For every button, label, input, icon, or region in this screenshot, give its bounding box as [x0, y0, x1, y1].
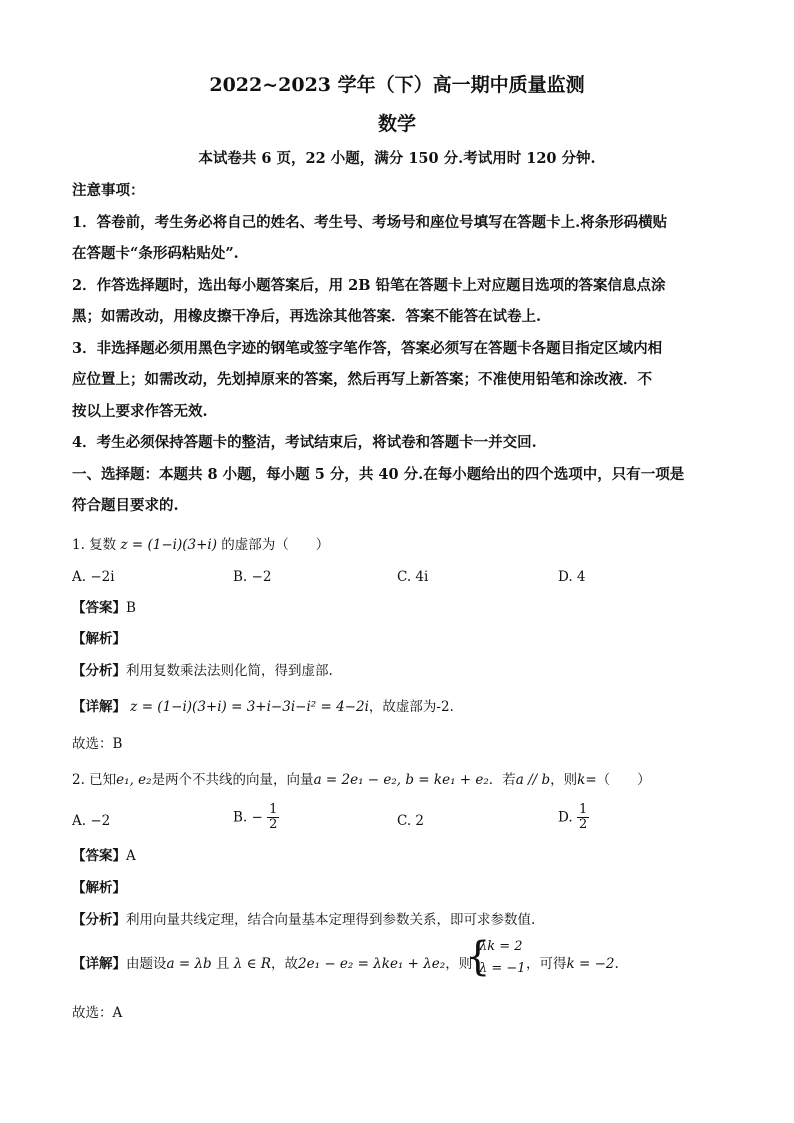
notes-heading: 注意事项： — [72, 182, 145, 199]
q2-option-b-denominator: 2 — [269, 817, 278, 832]
q1-choose: 故选：B — [72, 736, 123, 752]
q2-suffix: ，则 — [550, 772, 578, 788]
q2-xj-conclusion — [526, 954, 619, 974]
q2-option-b-fraction — [267, 803, 279, 832]
q2-option-d-fraction — [577, 803, 589, 832]
q2-xj-text-3: ，故 — [271, 956, 299, 972]
q2-choose: 故选：A — [72, 1005, 123, 1021]
note-line-5: 3．非选择题必须用黑色字迹的钢笔或签字笔作答，答案必须写在答题卡各题目指定区域内相 — [72, 340, 663, 357]
q2-option-b-numerator: 1 — [269, 802, 278, 817]
q1-prefix: 1. 复数 — [72, 537, 117, 553]
q2-xj-expression-2: λ ∈ R — [233, 956, 272, 972]
q2-answer-tag: 【答案】 — [72, 848, 126, 864]
q2-xiangjie — [72, 954, 472, 974]
q2-k: k — [577, 772, 586, 788]
q2-option-d — [558, 803, 589, 832]
q2-system-row-2: λ = −1 — [479, 961, 526, 976]
q2-vectors: e₁, e₂ — [116, 772, 152, 788]
q1-analysis-tag: 【解析】 — [72, 631, 126, 647]
q2-xj-expression-1: a = λb — [166, 956, 212, 972]
note-line-7: 按以上要求作答无效. — [72, 403, 208, 420]
left-brace-icon: { — [465, 934, 491, 980]
q1-option-c: C. 4i — [397, 569, 429, 585]
q2-option-d-numerator: 1 — [578, 802, 588, 817]
q2-xj-text-2: 且 — [215, 956, 230, 972]
q1-suffix: 的虚部为（ ） — [221, 537, 330, 553]
q1-xiangjie — [72, 697, 454, 717]
q2-xj-text-4: ，则 — [445, 956, 473, 972]
q2-answer — [72, 846, 136, 866]
q1-expression: z = (1−i)(3+i) — [120, 537, 217, 553]
q1-stem — [72, 535, 329, 555]
q1-xiangjie-expression: z = (1−i)(3+i) = 3+i−3i−i² = 4−2i — [130, 699, 369, 715]
q2-xiangjie-tag: 【详解】 — [72, 956, 126, 972]
q1-answer-tag: 【答案】 — [72, 600, 126, 616]
q2-analysis-tag: 【解析】 — [72, 880, 126, 896]
note-line-4: 黑；如需改动，用橡皮擦干净后，再选涂其他答案．答案不能答在试卷上. — [72, 308, 542, 325]
q2-option-b-prefix: B. − — [233, 809, 263, 826]
q2-option-d-denominator: 2 — [578, 817, 588, 832]
q2-mid: 是两个不共线的向量，向量 — [151, 772, 314, 788]
section1-line-1: 一、选择题：本题共 8 小题，每小题 5 分，共 40 分.在每小题给出的四个选项中，只有一项是 — [72, 466, 685, 483]
q2-system-row-1: λk = 2 — [479, 939, 523, 954]
q1-option-a: A. −2i — [72, 569, 115, 585]
q1-option-d: D. 4 — [558, 569, 586, 585]
note-line-2: 在答题卡“条形码粘贴处”. — [72, 245, 239, 262]
q2-option-b — [233, 803, 279, 832]
q2-option-c: C. 2 — [397, 813, 425, 829]
q2-option-d-prefix: D. — [558, 809, 573, 826]
q2-fenxi-text: 利用向量共线定理，结合向量基本定理得到参数关系，即可求参数值. — [126, 912, 536, 928]
exam-subject: 数学 — [377, 113, 416, 135]
q2-xj-expression-5: k = −2 — [566, 956, 615, 972]
q2-stem — [72, 770, 651, 790]
exam-intro: 本试卷共 6 页，22 小题，满分 150 分.考试用时 120 分钟. — [198, 150, 596, 167]
q2-prefix: 2. 已知 — [72, 772, 117, 788]
q1-xiangjie-tag: 【详解】 — [72, 699, 126, 715]
note-line-1: 1．答卷前，考生务必将自己的姓名、考生号、考场号和座位号填写在答题卡上.将条形码横贴 — [72, 214, 668, 231]
q2-tail: =（ ） — [585, 772, 651, 788]
q1-xiangjie-suffix: ，故虚部为-2. — [368, 699, 454, 715]
q2-fenxi — [72, 910, 535, 930]
q2-xj-text-1: 由题设 — [126, 956, 167, 972]
section1-line-2: 符合题目要求的. — [72, 497, 179, 514]
q1-fenxi-text: 利用复数乘法法则化简，得到虚部. — [126, 663, 333, 679]
q2-option-a: A. −2 — [72, 813, 111, 829]
note-line-8: 4．考生必须保持答题卡的整洁，考试结束后，将试卷和答题卡一并交回. — [72, 434, 537, 451]
exam-title: 2022~2023 学年（下）高一期中质量监测 — [209, 74, 585, 96]
q2-expression: a = 2e₁ − e₂, b = ke₁ + e₂ — [313, 772, 489, 788]
q2-cond-prefix: ．若 — [488, 772, 516, 788]
q1-fenxi-tag: 【分析】 — [72, 663, 126, 679]
q1-answer — [72, 598, 136, 618]
q2-condition: a // b — [515, 772, 551, 788]
q2-answer-value: A — [126, 848, 136, 864]
q2-fenxi-tag: 【分析】 — [72, 912, 126, 928]
q1-answer-value: B — [126, 600, 136, 616]
note-line-3: 2．作答选择题时，选出每小题答案后，用 2B 铅笔在答题卡上对应题目选项的答案信息点涂 — [72, 277, 666, 294]
note-line-6: 应位置上；如需改动，先划掉原来的答案，然后再写上新答案；不准使用铅笔和涂改液．不 — [72, 371, 652, 388]
q1-fenxi — [72, 661, 333, 681]
q2-xj-text-6: . — [614, 956, 619, 972]
q2-xj-text-5: ，可得 — [526, 956, 567, 972]
q2-xj-expression-3: 2e₁ − e₂ = λke₁ + λe₂ — [298, 956, 446, 972]
q1-option-b: B. −2 — [233, 569, 272, 585]
